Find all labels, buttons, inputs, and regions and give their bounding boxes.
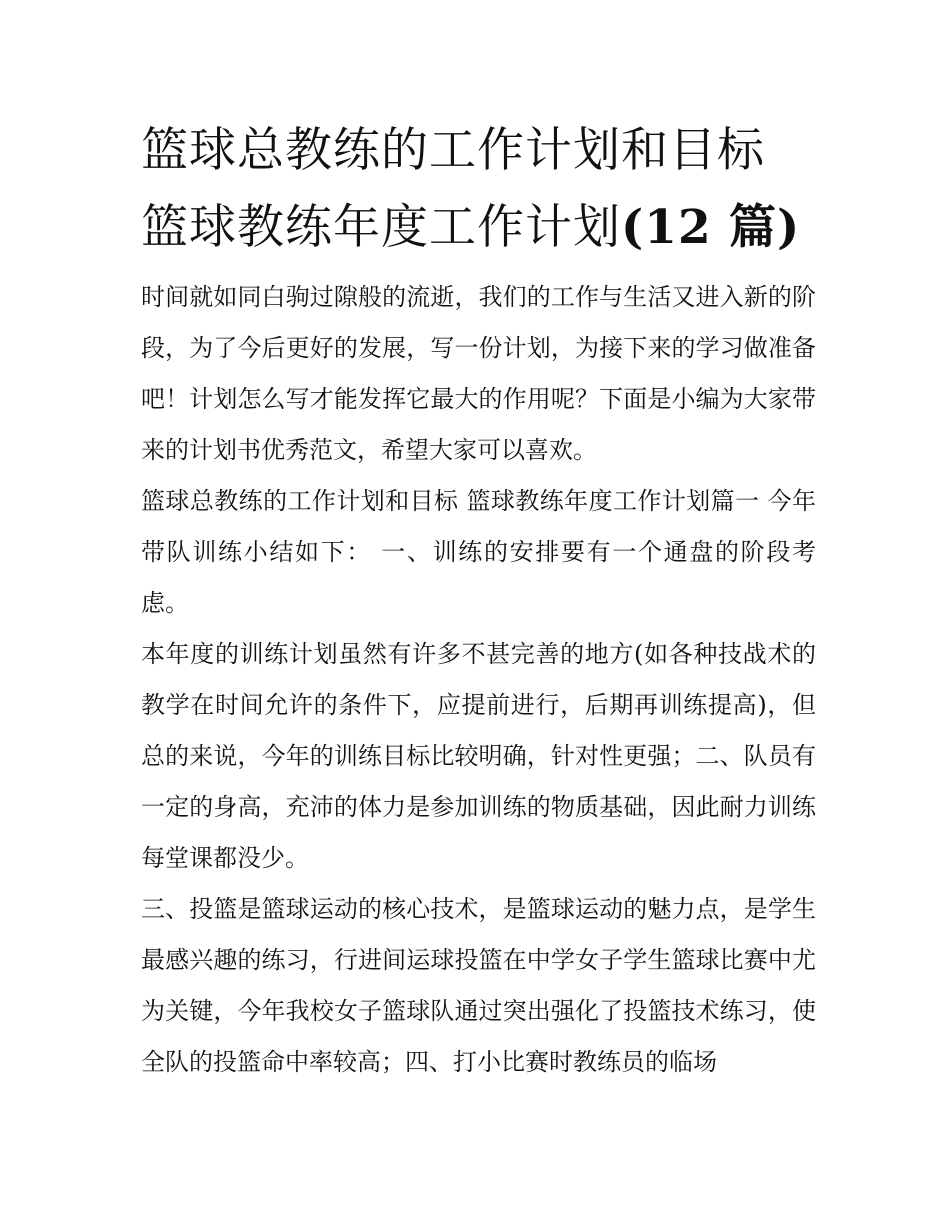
title-line-2 xyxy=(141,200,800,255)
title-line-2-prefix: 篮球教练年度工作计划 xyxy=(141,200,621,255)
title-line-1: 篮球总教练的工作计划和目标 xyxy=(141,123,765,178)
document-title xyxy=(141,112,816,266)
paragraph-intro: 时间就如同白驹过隙般的流逝，我们的工作与生活又进入新的阶段，为了今后更好的发展，写一份计划，为接下来的学习做准备吧！计划怎么写才能发挥它最大的作用呢？下面是小编为大家带来的计划书优秀范文，希望大家可以喜欢。 xyxy=(141,283,816,464)
title-line-2-count: (12 篇) xyxy=(621,200,801,255)
paragraph-training-plan: 本年度的训练计划虽然有许多不甚完善的地方(如各种技战术的教学在时间允许的条件下，应提前进行，后期再训练提高)，但总的来说，今年的训练目标比较明确，针对性更强；二、队员有一定的身高，充沛的体力是参加训练的物质基础，因此耐力训练每堂课都没少。 xyxy=(141,640,816,872)
document-body xyxy=(141,112,816,1088)
paragraph-shooting: 三、投篮是篮球运动的核心技术，是篮球运动的魅力点，是学生最感兴趣的练习，行进间运球投篮在中学女子学生篮球比赛中尤为关键，今年我校女子篮球队通过突出强化了投篮技术练习，使全队的投篮命中率较高；四、打小比赛时教练员的临场 xyxy=(141,895,816,1076)
paragraph-plan-one: 篮球总教练的工作计划和目标 篮球教练年度工作计划篇一 今年带队训练小结如下： 一、训练的安排要有一个通盘的阶段考虑。 xyxy=(141,487,816,617)
